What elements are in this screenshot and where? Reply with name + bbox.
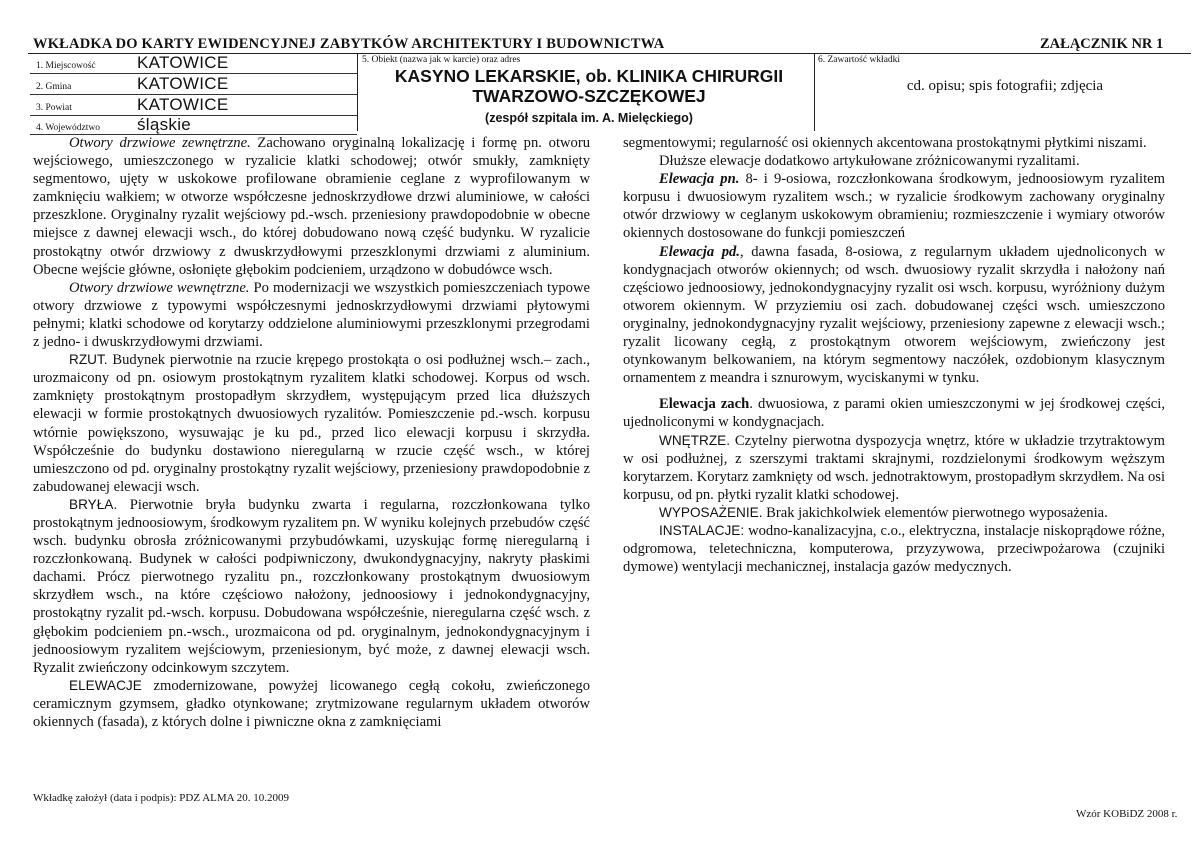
heading-elewacje: ELEWACJE xyxy=(69,677,142,693)
paragraph-south-facade xyxy=(623,243,1165,388)
paragraph-exterior-doors xyxy=(33,134,590,279)
description-left-column xyxy=(33,134,590,731)
text-interior-doors: Po modernizacji we wszystkich pomieszczeniach typowe otwory drzwiowe z typowymi współczesnymi jednoskrzydłowymi drzwiami płytowymi pełnymi; klatki schodowe od korytarzy oddzielone aluminiowymi przeszklonymi przegrodami z jedno- i dwuskrzydłowymi drzwiami. xyxy=(33,279,590,351)
text-installations: wodno-kanalizacyjna, c.o., elektryczna, instalacje niskoprądowe różne, odgromowa, teletechniczna, komputerowa, przyzywowa, przeciwpożarowa (czujniki dymowe) wentylacji mechanicznej, instalacja gazów medycznych. xyxy=(623,522,1165,576)
text-north-facade: 8- i 9-osiowa, rozczłonkowana środkowym, jednoosiowym ryzalitem korpusu i dwuosiowym ryzalitem wsch.; w ryzalicie środkowym zachowany oryginalny otwór drzwiowy w ceglanym uskokowym obramieniu; rozmieszczenie i wymiary otworów okiennych dostosowane do funkcji pomieszczeń xyxy=(623,171,1165,242)
paragraph-continued: segmentowymi; regularność osi okiennych akcentowana prostokątnymi płytkimi niszami. xyxy=(623,135,1147,151)
wojewodztwo-value: śląskie xyxy=(137,115,192,134)
wojewodztwo-label: 4. Województwo xyxy=(36,123,100,133)
gmina-label: 2. Gmina xyxy=(36,82,72,92)
paragraph-rzut xyxy=(33,351,590,496)
footer-template: Wzór KOBiDZ 2008 r. xyxy=(1076,808,1178,820)
paragraph-west-facade xyxy=(623,395,1165,431)
paragraph-north-facade xyxy=(623,170,1165,242)
description-right-column xyxy=(623,134,1165,576)
form-title: WKŁADKA DO KARTY EWIDENCYJNEJ ZABYTKÓW ARCHITEKTURY I BUDOWNICTWA xyxy=(33,36,665,52)
footer-author: Wkładkę założył (data i podpis): PDZ ALMA 20. 10.2009 xyxy=(33,792,290,804)
miejscowosc-label: 1. Miejscowość xyxy=(36,61,96,71)
attachment-number: ZAŁĄCZNIK NR 1 xyxy=(1040,36,1164,52)
heading-installations: INSTALACJE: xyxy=(659,522,745,538)
text-south-facade: , dawna fasada, 8-osiowa, z regularnym układem ujednoliconych w kondygnacjach otworów okiennych; od wsch. dwuosiowy ryzalit skrzydła i nałożony nań częściowo jednoosiowy, jednokondygnacyjny ryzalit osi wsch. korpusu, wyróżniony dużym otworem okiennym. W przyziemiu osi zach. dobudowanej części wsch. umieszczono oryginalny, jednokondygnacyjny ryzalit wejściowy, przeniesiony zapewne z elewacji wsch.; ryzalit licowany cegłą, z prostokątnym otworem wejściowym, zwieńczony jest otynkowanym belkowaniem, na którym segmentowy naczółek, ozdobionym klasycznym ornamentem z meandra i sznurowym, wyciskanymi w tynku. xyxy=(623,243,1165,387)
heading-rzut: RZUT. xyxy=(69,352,108,368)
object-name: KASYNO LEKARSKIE, ob. KLINIKA CHIRURGII TWARZOWO-SZCZĘKOWEJ xyxy=(394,66,784,106)
heading-south-facade: Elewacja pd. xyxy=(659,243,740,260)
powiat-value: KATOWICE xyxy=(137,95,229,114)
powiat-label: 3. Powiat xyxy=(36,103,72,113)
text-bryla: Pierwotnie bryła budynku zwarta i regularna, rozczłonkowana tylko prostokątnym jednoosiowym, środkowym ryzalitem pn. W wyniku kolejnych przebudów część wsch. budynku obrosła zróżnicowanymi przybudówkami, uzyskując formę nieregularną i rozczłonkowaną. Budynek w całości podpiwniczony, dwukondygnacyjny, nakryty płaskimi dachami. Prócz pierwotnego ryzalitu pn., rozczłonkowany prostokątnym dwuosiowym skrzydłem wsch., na które częściowo nałożony, jednoosiowy i jednokondygnacyjny, prostokątny ryzalit pd.-wsch. korpusu. Dobudowana współcześnie, nieregularna część wsch. z głębokim podcieniem pn.-wsch., urozmaicona od pd. oryginalnym, jednokondygnacyjnym i jednoosiowym ryzalitem wejściowym, przeniesionym, być może, z dawnej elewacji wsch. Ryzalit zwieńczony odcinkowym szczytem. xyxy=(33,496,590,676)
gmina-value: KATOWICE xyxy=(137,74,229,93)
heading-equipment: WYPOSAŻENIE. xyxy=(659,504,763,520)
paragraph-elewacje xyxy=(33,677,590,731)
divider-fields-object xyxy=(357,53,358,131)
miejscowosc-value: KATOWICE xyxy=(137,53,229,72)
text-exterior-doors: Zachowano oryginalną lokalizację i formę pn. otworu wejściowego, umieszczonego w ryzalicie klatki schodowej; otwór smukły, zamknięty segmentowo, ujęty w uskokowe profilowane obramienie ceglane z wyprofilowanym w zamknięciu wałkiem; w otworze współczesne jednoskrzydłowe drzwi aluminiowe, w całości przeszklone. Oryginalny ryzalit wejściowy pd.-wsch. przeniesiony prawdopodobnie w obecne miejsce z dawnej elewacji wsch., do której dobudowano nową część budynku. W ryzalicie prostokątny otwór drzwiowy z dwuskrzydłowymi przeszklonymi drzwiami z aluminium. Obecne wejście główne, osłonięte głębokim podcieniem, urządzono w dobudówce wsch. xyxy=(33,135,590,278)
text-elewacje: zmodernizowane, powyżej licowanego cegłą cokołu, zwieńczonego ceramicznym gzymsem, gładko otynkowane; zrytmizowane regularnym układem otworów okiennych (fasada), z których dolne i piwniczne okna z zamknięciami xyxy=(33,677,590,730)
text-interior: Czytelny pierwotna dyspozycja wnętrz, które w układzie trzytraktowym w osi podłużnej, z szerszymi traktami skrajnymi, rozdzielonymi środkowym węższym korytarzem. Korytarz zamknięty od wsch. jednotraktowym, prostopadłym skrzydłem. Na osi korpusu, od pn. płytki ryzalit klatki schodowej. xyxy=(623,432,1165,503)
heading-interior: WNĘTRZE. xyxy=(659,432,730,448)
heading-north-facade: Elewacja pn. xyxy=(659,171,740,188)
heading-bryla: BRYŁA. xyxy=(69,496,118,512)
object-complex: (zespół szpitala im. A. Mielęckiego) xyxy=(485,111,693,125)
row-divider-3 xyxy=(30,115,357,116)
paragraph-interior-doors xyxy=(33,279,590,351)
paragraph-long-facades: Dłuższe elewacje dodatkowo artykułowane zróżnicowanymi ryzalitami. xyxy=(659,153,1080,170)
text-west-facade: . dwuosiowa, z parami okien umieszczonymi w jej środkowej części, ujednoliconymi w kondygnacjach. xyxy=(623,396,1165,431)
paragraph-bryla xyxy=(33,496,590,677)
heading-interior-doors: Otwory drzwiowe wewnętrzne. xyxy=(69,279,250,296)
heading-exterior-doors: Otwory drzwiowe zewnętrzne. xyxy=(69,135,251,151)
text-equipment: Brak jakichkolwiek elementów pierwotnego wyposażenia. xyxy=(762,504,1108,521)
text-rzut: Budynek pierwotnie na rzucie krępego prostokąta o osi podłużnej wsch.– zach., urozmaicony od pn. osiowym prostokątnym ryzalitem klatki schodowej. Korpus od wsch. zamknięty prostokątnym prostopadłym skrzydłem, występującym przed lica dłuższych elewacji w formie prostokątnych dwuosiowych ryzalitów. Pomieszczenie pd.-wsch. korpusu wtórnie powiększono, wysuwając je ku pd., przed lico elewacji korpusu i skrzydła. Współcześnie do budynku dostawiono nieregularną w rzucie część wsch., w której umieszczono od pd. oryginalny prostokątny ryzalit wejściowy, przeniesiony prawdopodobnie z zabudowanej elewacji wsch. xyxy=(33,352,590,495)
heading-west-facade: Elewacja zach xyxy=(659,396,750,413)
zawartosc-value: cd. opisu; spis fotografii; zdjęcia xyxy=(906,78,1104,94)
paragraph-interior xyxy=(623,432,1165,504)
paragraph-equipment xyxy=(623,504,1165,522)
zawartosc-label: 6. Zawartość wkładki xyxy=(818,55,901,65)
paragraph-installations xyxy=(623,522,1165,576)
obiekt-label: 5. Obiekt (nazwa jak w karcie) oraz adres xyxy=(362,55,521,65)
